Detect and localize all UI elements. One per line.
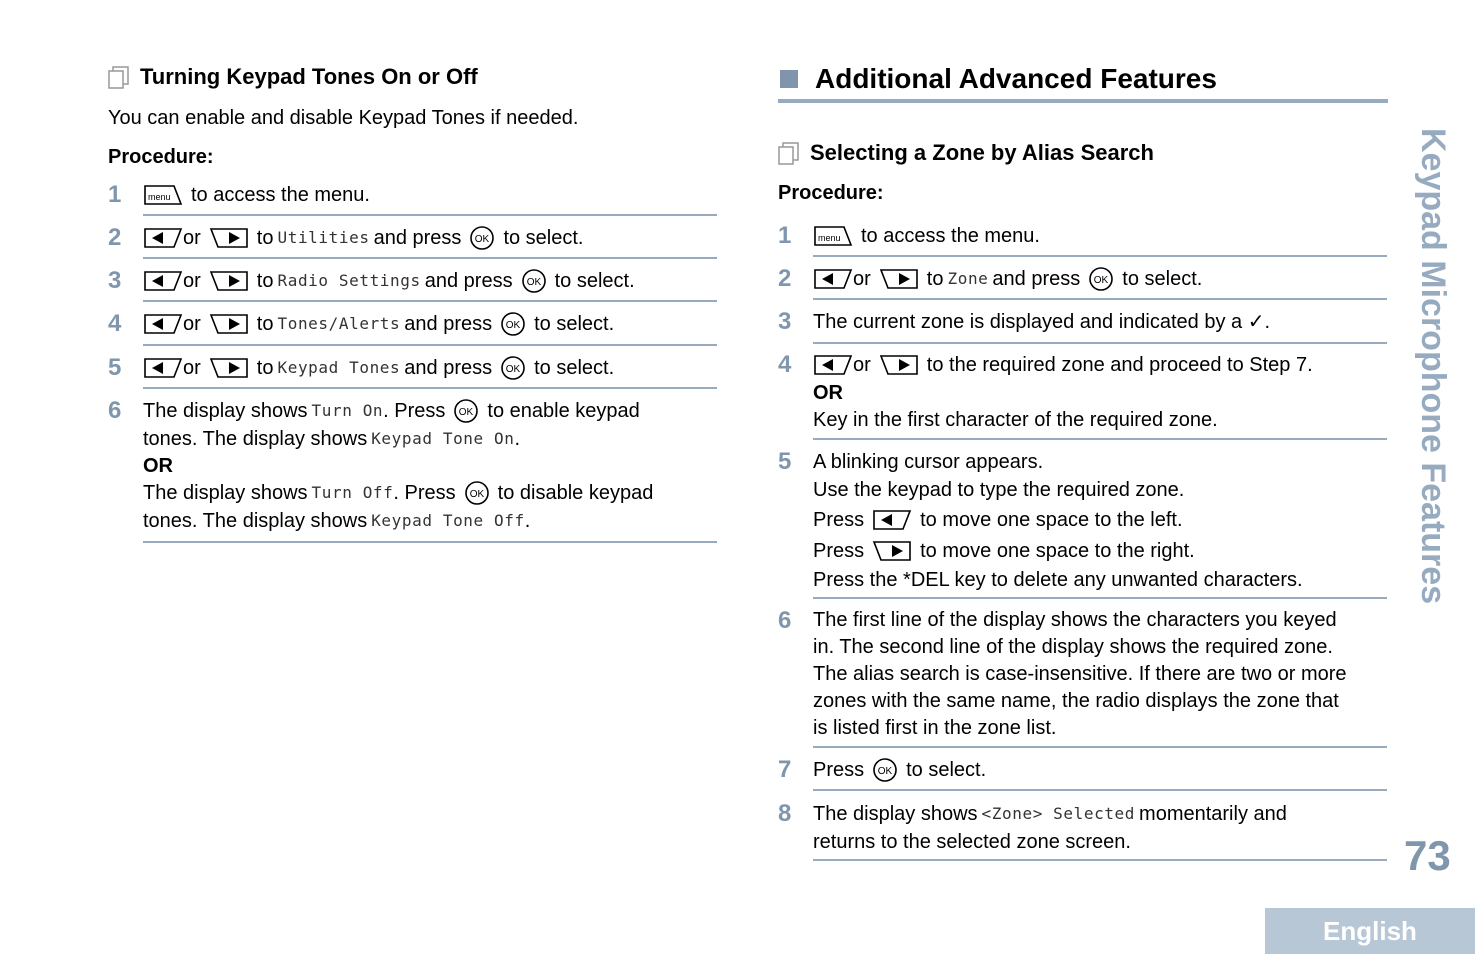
menu-key-icon xyxy=(143,183,183,207)
step-text: The current zone is displayed and indicated by a ✓. xyxy=(813,311,1271,333)
step-body xyxy=(813,265,1387,300)
step-number: 8 xyxy=(778,800,792,827)
and-press-text: and press xyxy=(404,357,493,379)
step-number: 6 xyxy=(778,607,792,634)
step-number: 7 xyxy=(778,756,792,783)
section-square-icon xyxy=(780,70,798,88)
display-text: Turn On xyxy=(311,401,384,420)
step-text: is listed first in the zone list. xyxy=(813,717,1057,739)
or-text: or xyxy=(853,354,871,376)
step-text: in. The second line of the display shows the required zone. xyxy=(813,636,1333,658)
step-text: to select. xyxy=(1122,268,1203,290)
and-press-text: and press xyxy=(424,270,513,292)
display-text: <Zone> Selected xyxy=(981,804,1136,823)
display-text: Keypad Tone Off xyxy=(371,511,525,530)
procedure-heading: Procedure: xyxy=(108,146,214,168)
step-text: The first line of the display shows the characters you keyed xyxy=(813,609,1337,631)
step-text: The display shows xyxy=(143,400,308,422)
step-text: . Press xyxy=(383,400,446,422)
step-body xyxy=(813,800,1387,861)
svg-text:OK: OK xyxy=(475,234,490,245)
step-text: Use the keypad to type the required zone. xyxy=(813,479,1185,501)
step-number: 5 xyxy=(778,448,792,475)
step-text: tones. The display shows xyxy=(143,428,368,450)
step-body xyxy=(143,224,717,259)
display-text: Turn Off xyxy=(311,483,394,502)
step-text: zones with the same name, the radio displays the zone that xyxy=(813,690,1339,712)
left-arrow-key-icon xyxy=(143,269,183,293)
left-arrow-key-icon xyxy=(872,508,912,532)
step-body xyxy=(143,354,717,389)
step-text: . Press xyxy=(393,482,456,504)
press-text: Press xyxy=(813,759,865,781)
svg-text:OK: OK xyxy=(459,407,474,418)
intro-text: You can enable and disable Keypad Tones if needed. xyxy=(108,107,579,129)
svg-text:OK: OK xyxy=(505,320,521,331)
or-text: or xyxy=(183,270,201,292)
step-body xyxy=(813,607,1387,748)
display-text: Keypad Tones xyxy=(277,358,401,377)
step-text: to enable keypad xyxy=(487,400,640,422)
or-text: or xyxy=(183,357,201,379)
right-arrow-key-icon xyxy=(209,312,249,336)
step-text: to disable keypad xyxy=(497,482,654,504)
step-number: 3 xyxy=(108,267,122,294)
step-body xyxy=(143,310,717,346)
svg-text:OK: OK xyxy=(469,489,484,500)
step-body xyxy=(813,448,1387,599)
ok-button-icon xyxy=(453,398,479,424)
press-text: Press xyxy=(813,508,865,531)
step-body xyxy=(813,351,1387,440)
right-arrow-key-icon xyxy=(879,353,919,377)
step-text: Key in the first character of the required zone. xyxy=(813,409,1218,431)
right-arrow-key-icon xyxy=(209,226,249,250)
topic-title-alias-search xyxy=(778,140,1154,166)
step-body xyxy=(143,397,717,543)
ok-button-icon xyxy=(500,311,526,337)
step-text: to select. xyxy=(554,270,635,292)
svg-text:OK: OK xyxy=(1094,275,1109,286)
left-arrow-key-icon xyxy=(813,267,853,291)
or-text: or xyxy=(183,313,201,335)
ok-button-icon xyxy=(469,225,495,251)
topic-title-text: Selecting a Zone by Alias Search xyxy=(810,140,1154,165)
section-title xyxy=(778,59,1388,103)
step-text: to move one space to the left. xyxy=(920,508,1183,531)
menu-key-icon xyxy=(813,224,853,248)
step-number: 3 xyxy=(778,308,792,335)
step-text: . xyxy=(524,510,531,532)
svg-text:OK: OK xyxy=(877,766,893,777)
display-text: Tones/Alerts xyxy=(277,314,401,333)
to-text: to xyxy=(256,313,274,335)
step-text: returns to the selected zone screen. xyxy=(813,831,1131,853)
svg-text:menu: menu xyxy=(818,233,841,243)
topic-pages-icon xyxy=(108,65,130,89)
press-text: Press xyxy=(813,539,865,562)
language-tab: English xyxy=(1265,908,1475,954)
left-arrow-key-icon xyxy=(143,312,183,336)
step-text: to access the menu. xyxy=(861,225,1040,247)
step-body xyxy=(813,308,1387,344)
step-text: to select. xyxy=(503,227,584,249)
step-text: to select. xyxy=(534,313,615,335)
left-arrow-key-icon xyxy=(143,226,183,250)
ok-button-icon xyxy=(1088,266,1114,292)
step-text: Press the *DEL key to delete any unwanted characters. xyxy=(813,569,1303,591)
topic-pages-icon xyxy=(778,141,800,165)
to-text: to xyxy=(926,268,944,290)
display-text: Utilities xyxy=(277,228,370,247)
right-arrow-key-icon xyxy=(209,269,249,293)
step-number: 4 xyxy=(108,310,122,337)
step-body xyxy=(813,222,1387,257)
display-text: Radio Settings xyxy=(277,271,421,290)
display-text: Zone xyxy=(947,269,989,288)
step-number: 1 xyxy=(778,222,792,249)
step-number: 4 xyxy=(778,351,792,378)
to-text: to xyxy=(256,227,274,249)
step-number: 2 xyxy=(108,224,122,251)
left-arrow-key-icon xyxy=(813,353,853,377)
or-text: or xyxy=(853,268,871,290)
section-title-text: Additional Advanced Features xyxy=(815,63,1217,94)
or-text: or xyxy=(183,227,201,249)
step-number: 1 xyxy=(108,181,122,208)
or-label: OR xyxy=(143,455,173,477)
to-text: to xyxy=(256,357,274,379)
svg-text:OK: OK xyxy=(505,364,521,375)
step-text: The display shows xyxy=(143,482,308,504)
step-number: 6 xyxy=(108,397,122,424)
step-text: to access the menu. xyxy=(191,184,370,206)
to-text: to xyxy=(256,270,274,292)
display-text: Keypad Tone On xyxy=(371,429,515,448)
ok-button-icon xyxy=(500,355,526,381)
step-text: The display shows xyxy=(813,803,978,825)
chapter-thumb-tab xyxy=(1414,128,1456,605)
page-number: 73 xyxy=(1404,832,1451,879)
right-arrow-key-icon xyxy=(209,356,249,380)
topic-title-text: Turning Keypad Tones On or Off xyxy=(140,64,478,89)
step-text: A blinking cursor appears. xyxy=(813,451,1044,473)
step-number: 2 xyxy=(778,265,792,292)
step-text: to select. xyxy=(534,357,615,379)
step-text: to the required zone and proceed to Step 7. xyxy=(926,354,1313,376)
step-body xyxy=(143,267,717,302)
step-text: to select. xyxy=(906,759,987,781)
step-body xyxy=(813,756,1387,791)
svg-text:OK: OK xyxy=(526,277,541,288)
ok-button-icon xyxy=(521,268,547,294)
step-text: . xyxy=(514,428,521,450)
step-text: The alias search is case-insensitive. If there are two or more xyxy=(813,663,1347,685)
right-arrow-key-icon xyxy=(872,539,912,563)
procedure-heading: Procedure: xyxy=(778,182,884,204)
topic-title-keypad-tones xyxy=(108,64,478,90)
and-press-text: and press xyxy=(404,313,493,335)
ok-button-icon xyxy=(464,480,490,506)
right-arrow-key-icon xyxy=(879,267,919,291)
ok-button-icon xyxy=(872,757,898,783)
svg-text:menu: menu xyxy=(148,192,171,202)
or-label: OR xyxy=(813,381,843,404)
and-press-text: and press xyxy=(992,268,1081,290)
step-body xyxy=(143,181,717,216)
left-arrow-key-icon xyxy=(143,356,183,380)
and-press-text: and press xyxy=(373,227,462,249)
step-text: tones. The display shows xyxy=(143,510,368,532)
step-text: to move one space to the right. xyxy=(920,539,1195,562)
chapter-thumb-tab-text: Keypad Microphone Features xyxy=(1414,128,1452,605)
step-number: 5 xyxy=(108,354,122,381)
step-text: momentarily and xyxy=(1139,803,1287,825)
